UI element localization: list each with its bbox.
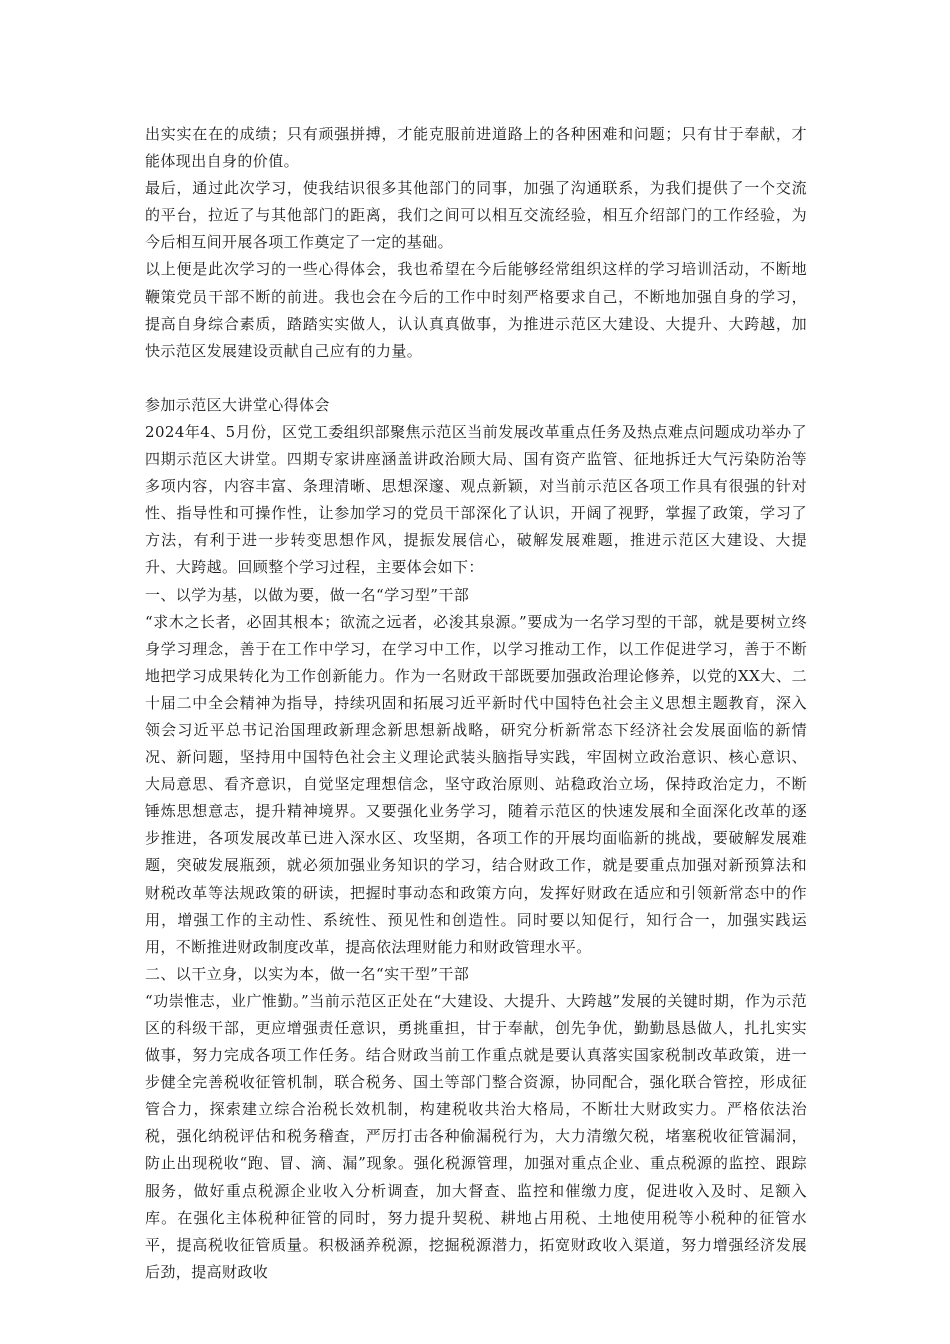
section-2-paragraph: “功崇惟志，业广惟勤。”当前示范区正处在“大建设、大提升、大跨越”发展的关键时期，作为示范区的科级干部，更应增强责任意识，勇挑重担，甘于奉献，创先争优，勤勤恳恳做人，扎扎实实做事，努力完成各项工作任务。结合财政当前工作重点就是要认真落实国家税制改革政策，进一步健全完善税收征管机制，联合税务、国土等部门整合资源，协同配合，强化联合管控，形成征管合力，探索建立综合治税长效机制，构建税收共治大格局，不断壮大财政实力。严格依法治税，强化纳税评估和税务稽查，严厉打击各种偷漏税行为，大力清缴欠税，堵塞税收征管漏洞，防止出现税收“跑、冒、滴、漏”现象。强化税源管理，加强对重点企业、重点税源的监控、跟踪服务，做好重点税源企业收入分析调查，加大督查、监控和催缴力度，促进收入及时、足额入库。在强化主体税种征管的同时，努力提升契税、耕地占用税、土地使用税等小税种的征管水平，提高税收征管质量。积极涵养税源，挖掘税源潜力，拓宽财政收入渠道，努力增强经济发展后劲，提高财政收 [145,991,807,1281]
blank-line [145,365,807,392]
intro-paragraph: 2024年4、5月份，区党工委组织部聚焦示范区当前发展改革重点任务及热点难点问题成功举办了四期示范区大讲堂。四期专家讲座涵盖讲政治顾大局、国有资产监管、征地拆迁大气污染防治等多项内容，内容丰富、条理清晰、思想深邃、观点新颖，对当前示范区各项工作具有很强的针对性、指导性和可操作性，让参加学习的党员干部深化了认识，开阔了视野，掌握了政策，学习了方法，有利于进一步转变思想作风，提振发展信心，破解发展难题，推进示范区大建设、大提升、大跨越。回顾整个学习过程，主要体会如下： [145,422,807,577]
paragraph: 出实实在在的成绩；只有顽强拼搏，才能克服前进道路上的各种困难和问题；只有甘于奉献，才能体现出自身的价值。 [145,125,807,171]
paragraph: 以上便是此次学习的一些心得体会，我也希望在今后能够经常组织这样的学习培训活动，不断地鞭策党员干部不断的前进。我也会在今后的工作中时刻严格要求自己，不断地加强自身的学习，提高自身综合素质，踏踏实实做人，认认真真做事，为推进示范区大建设、大提升、大跨越，加快示范区发展建设贡献自己应有的力量。 [145,260,807,360]
section-heading-2: 二、以干立身，以实为本，做一名“实干型”干部 [145,964,470,983]
paragraph: 最后，通过此次学习，使我结识很多其他部门的同事，加强了沟通联系，为我们提供了一个交流的平台，拉近了与其他部门的距离，我们之间可以相互交流经验，相互介绍部门的工作经验，为今后相互间开展各项工作奠定了一定的基础。 [145,179,807,252]
article-title: 参加示范区大讲堂心得体会 [145,395,330,414]
section-heading-1: 一、以学为基，以做为要，做一名“学习型”干部 [145,585,470,604]
section-1-paragraph: “求木之长者，必固其根本；欲流之远者，必浚其泉源。”要成为一名学习型的干部，就是要树立终身学习理念，善于在工作中学习，在学习中工作，以学习推动工作，以工作促进学习，善于不断地把学习成果转化为工作创新能力。作为一名财政干部既要加强政治理论修养，以党的XX大、二十届二中全会精神为指导，持续巩固和拓展习近平新时代中国特色社会主义思想主题教育，深入领会习近平总书记治国理政新理念新思想新战略，研究分析新常态下经济社会发展面临的新情况、新问题，坚持用中国特色社会主义理论武装头脑指导实践，牢固树立政治意识、核心意识、大局意思、看齐意识，自觉坚定理想信念，坚守政治原则、站稳政治立场，保持政治定力，不断锤炼思想意志，提升精神境界。又要强化业务学习，随着示范区的快速发展和全面深化改革的逐步推进，各项发展改革已进入深水区、攻坚期，各项工作的开展均面临新的挑战，要破解发展难题，突破发展瓶颈，就必须加强业务知识的学习，结合财政工作，就是要重点加强对新预算法和财税改革等法规政策的研读，把握时事动态和政策方向，发挥好财政在适应和引领新常态中的作用，增强工作的主动性、系统性、预见性和创造性。同时要以知促行，知行合一，加强实践运用，不断推进财政制度改革，提高依法理财能力和财政管理水平。 [145,612,807,956]
document-page [145,121,807,1286]
